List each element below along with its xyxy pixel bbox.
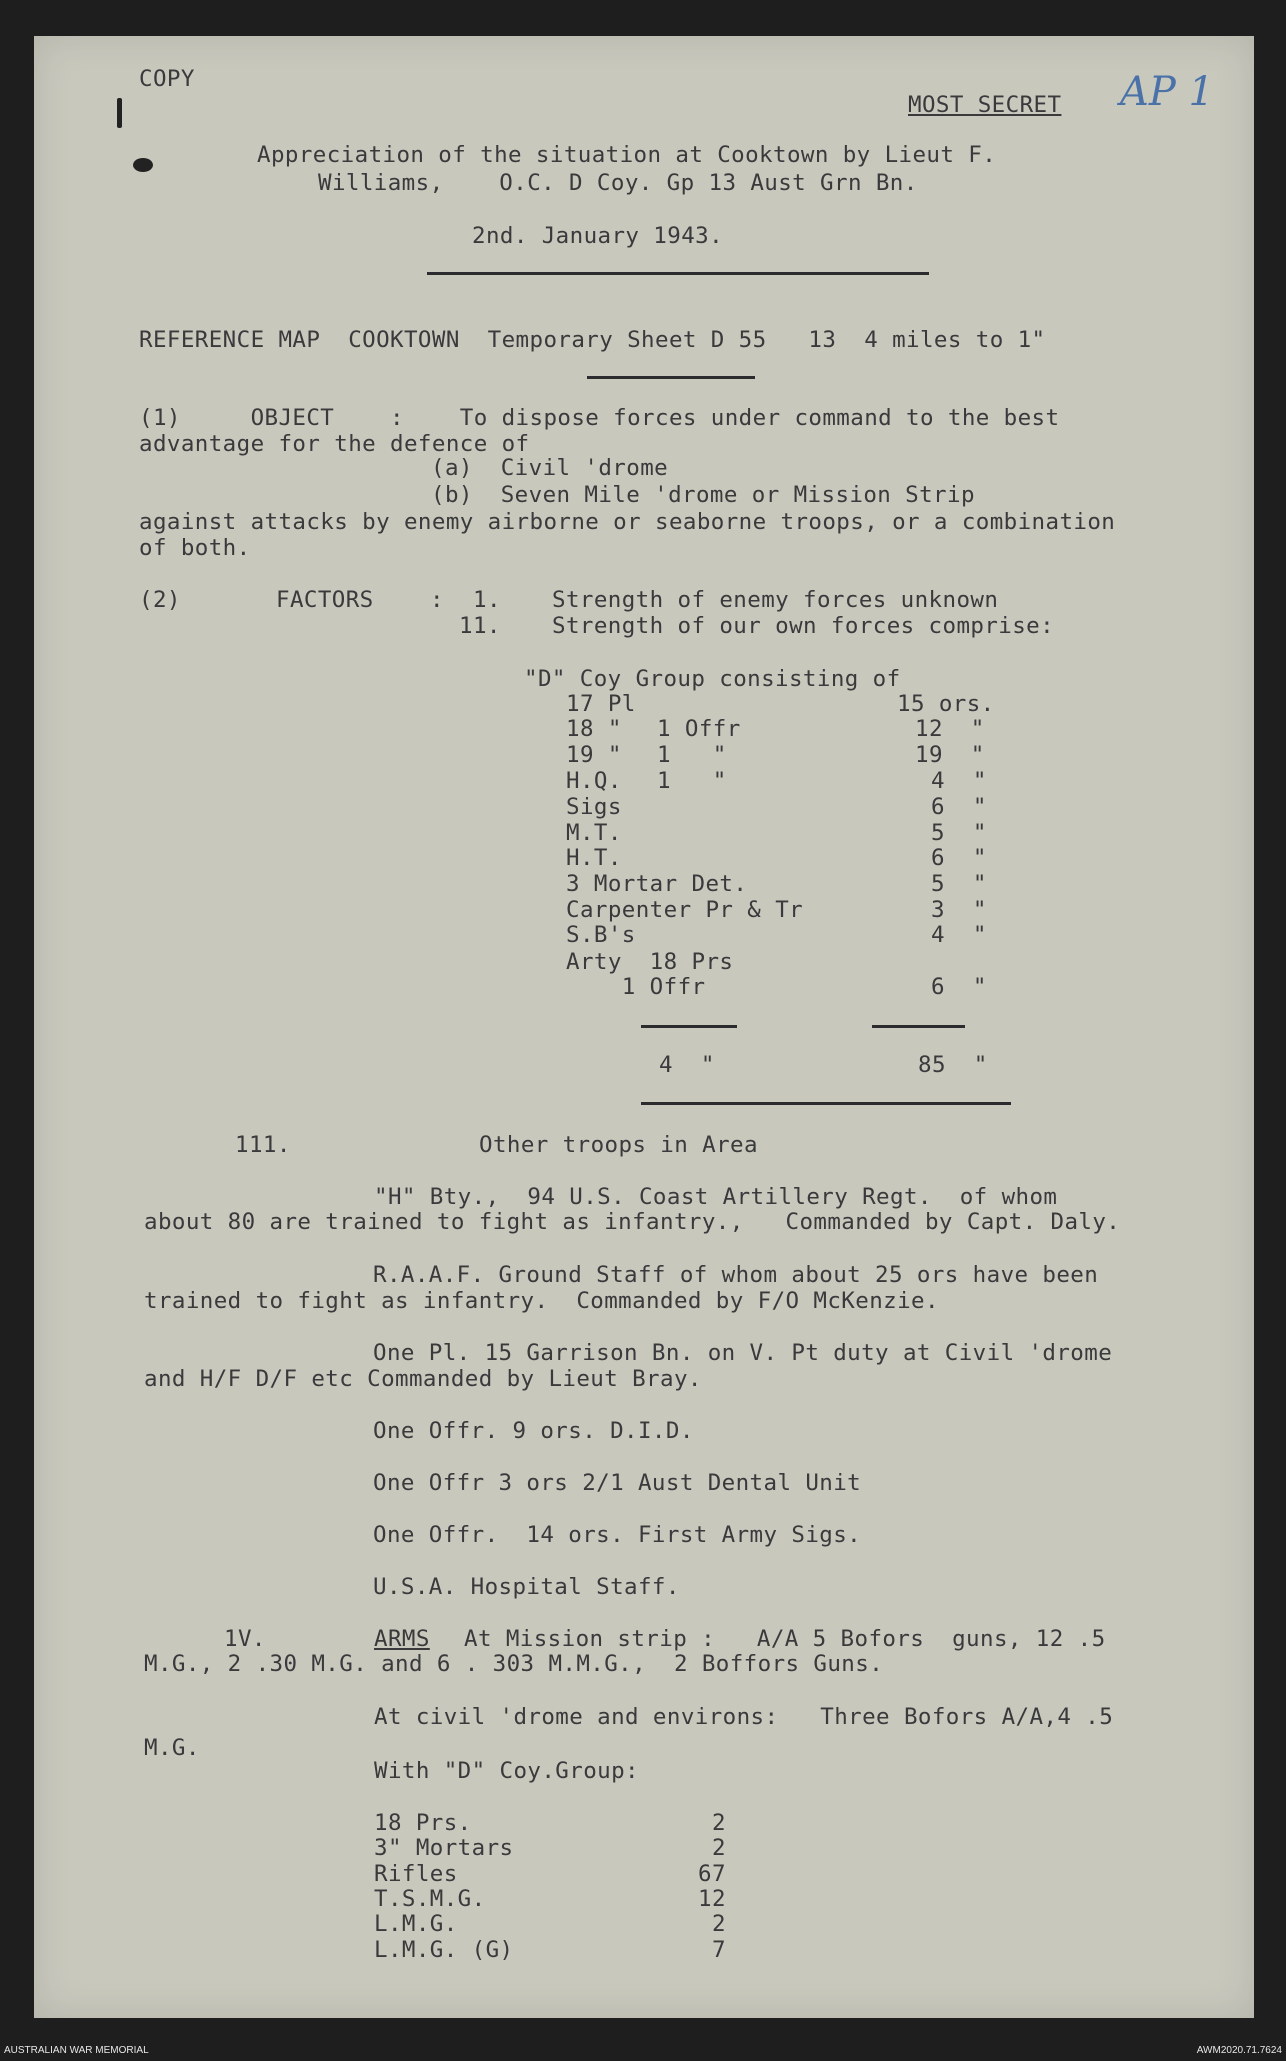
strength-unit: 19 " (566, 742, 622, 768)
ink-blot (133, 158, 153, 172)
factors-colon: : (430, 587, 444, 613)
weapon-name: L.M.G. (G) (374, 1937, 514, 1963)
factor-1-number: 1. (473, 587, 501, 613)
strength-ors: 6 " (931, 845, 987, 871)
arms-line: At civil 'drome and environs: Three Bofors A/A,4 .5 (374, 1704, 1114, 1730)
weapon-qty: 12 (698, 1886, 726, 1912)
weapon-name: L.M.G. (374, 1911, 458, 1937)
strength-unit: Arty 18 Prs (566, 949, 734, 975)
offr-total-rule (641, 1025, 737, 1028)
factor-1-text: Strength of enemy forces unknown (552, 587, 999, 613)
strength-offr: 1 Offr (657, 716, 741, 742)
strength-unit: Sigs (566, 794, 622, 820)
title-divider (427, 272, 929, 275)
weapon-qty: 67 (698, 1861, 726, 1887)
other-troops-para: R.A.A.F. Ground Staff of whom about 25 ors have been (373, 1262, 1099, 1288)
strength-ors: 4 " (931, 768, 987, 794)
strength-offr: 1 " (657, 742, 727, 768)
other-troops-para: about 80 are trained to fight as infantry., Commanded by Capt. Daly. (144, 1209, 1121, 1235)
weapon-name: 18 Prs. (374, 1810, 472, 1836)
strength-ors: 5 " (931, 871, 987, 897)
strength-ors: 6 " (931, 974, 987, 1000)
other-troops-para: One Offr. 14 ors. First Army Sigs. (373, 1522, 862, 1548)
other-troops-para: "H" Bty., 94 U.S. Coast Artillery Regt. of whom (374, 1184, 1058, 1210)
strength-ors: 4 " (931, 922, 987, 948)
weapon-qty: 2 (712, 1810, 726, 1836)
strength-ors: 15 ors. (897, 691, 995, 717)
strength-ors: 5 " (931, 820, 987, 846)
strength-ors: 6 " (931, 794, 987, 820)
group-heading: "D" Coy Group consisting of (524, 666, 901, 692)
weapon-name: T.S.M.G. (374, 1886, 486, 1912)
factors-label: FACTORS (276, 587, 374, 613)
strength-ors: 3 " (931, 897, 987, 923)
copy-label: COPY (139, 66, 195, 92)
archive-credit: AUSTRALIAN WAR MEMORIAL (4, 2045, 149, 2056)
strength-offr: 1 " (657, 768, 727, 794)
other-troops-para: and H/F D/F etc Commanded by Lieut Bray. (144, 1366, 702, 1392)
section-4-number: 1V. (224, 1626, 266, 1652)
arms-line: M.G. (144, 1735, 200, 1761)
other-troops-para: One Offr. 9 ors. D.I.D. (373, 1418, 694, 1444)
strength-unit: S.B's (566, 922, 636, 948)
weapon-qty: 2 (712, 1911, 726, 1937)
totals-divider (641, 1102, 1011, 1105)
other-troops-para: One Pl. 15 Garrison Bn. on V. Pt duty at Civil 'drome (373, 1340, 1113, 1366)
object-item-b: (b) Seven Mile 'drome or Mission Strip (431, 482, 975, 508)
section-3-number: 111. (235, 1132, 291, 1158)
object-line-4: of both. (139, 535, 251, 561)
strength-unit: Carpenter Pr & Tr (566, 897, 804, 923)
weapon-name: 3" Mortars (374, 1835, 514, 1861)
strength-unit: 1 Offr (566, 974, 706, 1000)
title-line-1: Appreciation of the situation at Cooktown by Lieut F. (257, 142, 997, 168)
object-line-3: against attacks by enemy airborne or seaborne troops, or a combination (139, 509, 1116, 535)
weapon-qty: 2 (712, 1835, 726, 1861)
reference-divider (587, 376, 755, 379)
strength-unit: 18 " (566, 716, 622, 742)
weapon-name: Rifles (374, 1861, 458, 1887)
strength-ors: 19 " (915, 742, 985, 768)
strength-unit: 3 Mortar Det. (566, 871, 748, 897)
arms-line: With "D" Coy.Group: (374, 1758, 639, 1784)
offr-total: 4 " (659, 1052, 715, 1078)
other-troops-para: trained to fight as infantry. Commanded by F/O McKenzie. (144, 1288, 939, 1314)
handwritten-annotation: AP 1 (1120, 69, 1214, 115)
weapon-qty: 7 (712, 1937, 726, 1963)
object-line-1: (1) OBJECT : To dispose forces under command to the best (139, 405, 1060, 431)
arms-label: ARMS (374, 1626, 430, 1652)
other-troops-para: U.S.A. Hospital Staff. (373, 1574, 680, 1600)
other-troops-para: One Offr 3 ors 2/1 Aust Dental Unit (373, 1470, 862, 1496)
object-item-a: (a) Civil 'drome (431, 455, 669, 481)
arms-line: At Mission strip : A/A 5 Bofors guns, 12 .5 (464, 1626, 1106, 1652)
reference-map: REFERENCE MAP COOKTOWN Temporary Sheet D 55 13 4 miles to 1" (139, 327, 1046, 353)
ink-blot (117, 98, 122, 128)
strength-unit: H.Q. (566, 768, 622, 794)
strength-unit: M.T. (566, 820, 622, 846)
archive-id: AWM2020.71.7624 (1196, 2045, 1282, 2056)
ors-total-rule (872, 1025, 965, 1028)
strength-ors: 12 " (915, 716, 985, 742)
title-line-2: Williams, O.C. D Coy. Gp 13 Aust Grn Bn. (318, 170, 918, 196)
arms-line: M.G., 2 .30 M.G. and 6 . 303 M.M.G., 2 Boffors Guns. (144, 1651, 884, 1677)
section-3-heading: Other troops in Area (479, 1132, 758, 1158)
strength-unit: 17 Pl (566, 691, 636, 717)
classification-label: MOST SECRET (908, 92, 1062, 118)
factor-2-text: Strength of our own forces comprise: (552, 613, 1055, 639)
document-date: 2nd. January 1943. (472, 223, 724, 249)
ors-total: 85 " (918, 1052, 988, 1078)
object-line-2: advantage for the defence of (139, 431, 530, 457)
factor-2-number: 11. (459, 613, 501, 639)
strength-unit: H.T. (566, 845, 622, 871)
factors-number: (2) (139, 587, 181, 613)
